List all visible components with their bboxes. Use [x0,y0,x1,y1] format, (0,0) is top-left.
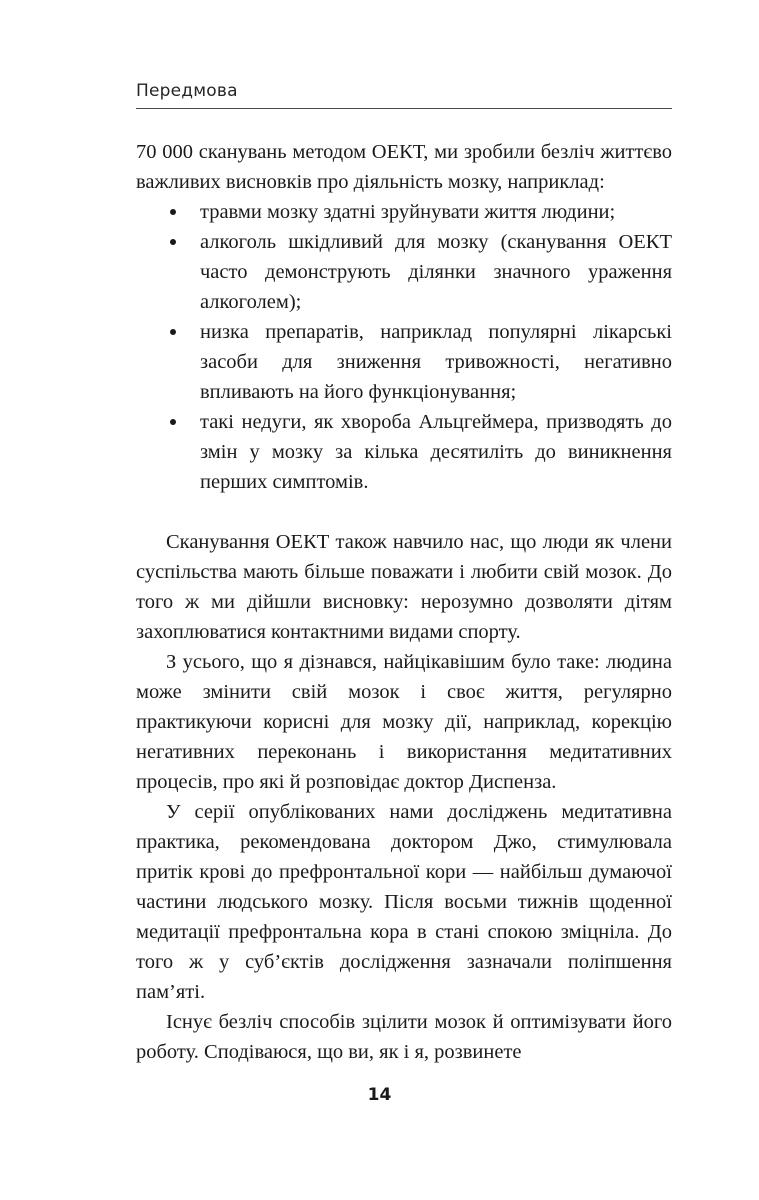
text-column [136,137,672,1067]
list-item [136,227,672,317]
paragraph-4: У серії опублікованих нами досліджень медитативна практика, рекомендована доктором Джо, стимулювала притік крові до префронтальної кори — найбільш думаючої частини людського мозку. Після восьми тижнів щоденної медитації префронтальна кора в стані спокою зміцніла. До того ж у суб’єктів дослідження зазначали поліпшення пам’яті. [136,801,672,1003]
bullet-list [136,197,672,497]
list-item [136,407,672,497]
bullet-dot-icon [170,239,176,245]
paragraph-5: Існує безліч способів зцілити мозок й оптимізувати його роботу. Сподіваюся, що ви, як і я, розвинете [136,1011,672,1063]
list-item [136,197,672,227]
paragraph-2: Сканування ОЕКТ також навчило нас, що люди як члени суспільства мають більше поважати і любити свій мозок. До того ж ми дійшли висновку: нерозумно дозволяти дітям захоплюватися контактними видами спорту. [136,531,672,643]
running-head-title: Передмова [136,81,238,101]
paragraph-1: 70 000 сканувань методом ОЕКТ, ми зробили безліч життєво важливих висновків про діяльність мозку, наприклад: [136,141,672,193]
bullet-dot-icon [170,209,176,215]
list-item-label: низка препаратів, наприклад популярні лікарські засоби для зниження тривожності, негативно впливають на його функціонування; [200,321,672,403]
list-item-label: травми мозку здатні зруйнувати життя людини; [200,201,616,223]
running-head-rule [136,108,672,109]
list-item-label: такі недуги, як хвороба Альцгеймера, призводять до змін у мозку за кілька десятиліть до виникнення перших симптомів. [200,411,672,493]
bullet-dot-icon [170,329,176,335]
paragraph-spacer [136,497,672,527]
bullet-dot-icon [170,419,176,425]
list-item-label: алкоголь шкідливий для мозку (сканування ОЕКТ часто демонструють ділянки значного ураження алкоголем); [200,231,672,313]
paragraph-3: З усього, що я дізнався, найцікавішим було таке: людина може змінити свій мозок і своє життя, регулярно практикуючи корисні для мозку дії, наприклад, корекцію негативних переконань і використання медитативних процесів, про які й розповідає доктор Диспенза. [136,651,672,793]
running-head [136,80,672,109]
page-number: 14 [367,1085,392,1105]
list-item [136,317,672,407]
